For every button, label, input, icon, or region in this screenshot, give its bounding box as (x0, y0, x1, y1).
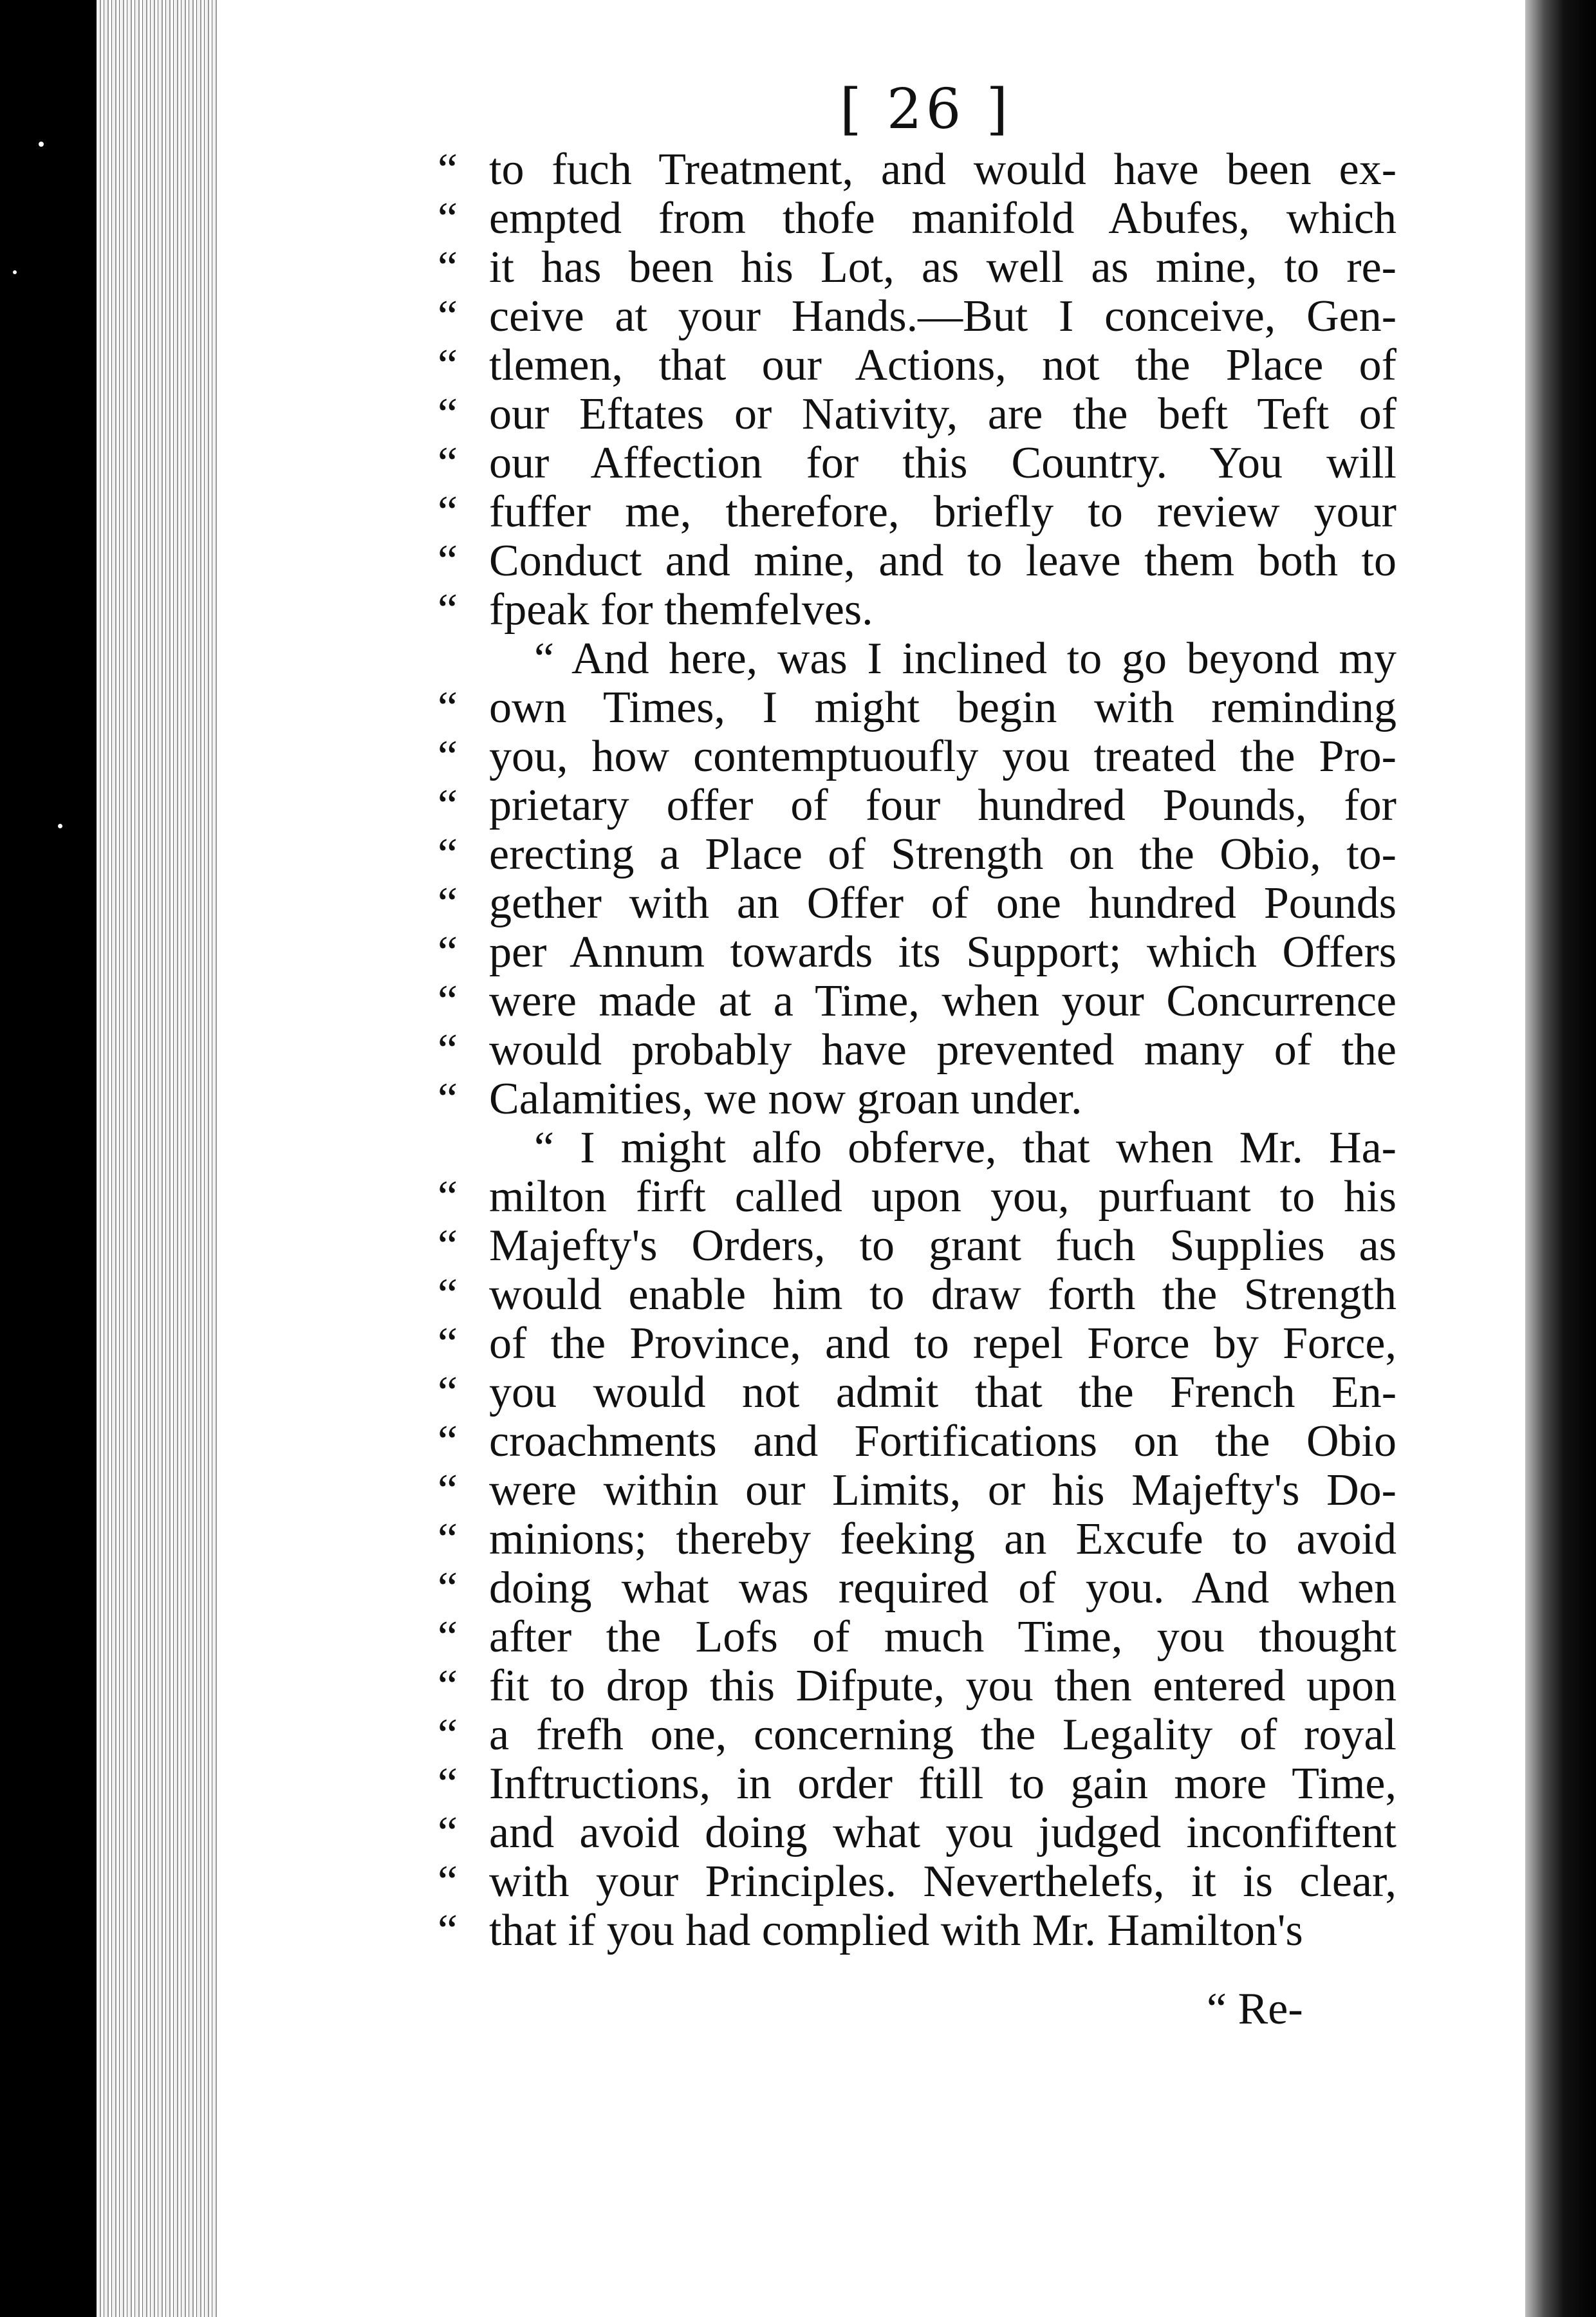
page-number: [ 26 ] (840, 77, 1012, 142)
quotation-mark: “ (438, 830, 458, 879)
line-text: you, how contemptuoufly you treated the Pro- (489, 732, 1396, 781)
quotation-mark: “ (438, 1857, 458, 1906)
text-line (438, 1026, 1396, 1075)
quotation-mark: “ (438, 1808, 458, 1857)
line-text: erecting a Place of Strength on the Obio, to- (489, 830, 1396, 879)
line-text: after the Lofs of much Time, you thought (489, 1612, 1396, 1662)
text-line (438, 1564, 1396, 1613)
quotation-mark: “ (438, 243, 458, 292)
text-line (438, 830, 1396, 879)
line-text: to fuch Treatment, and would have been ex- (489, 145, 1396, 194)
quotation-mark: “ (438, 1759, 458, 1809)
quotation-mark: “ (438, 1074, 458, 1124)
quotation-mark: “ (438, 1319, 458, 1368)
left-scan-margin (0, 0, 97, 2317)
text-line (438, 635, 1396, 684)
line-text: and avoid doing what you judged inconfiftent (489, 1808, 1396, 1857)
scan-speck (13, 270, 17, 274)
text-line (438, 1613, 1396, 1662)
line-text: you would not admit that the French En- (489, 1368, 1396, 1417)
line-text: gether with an Offer of one hundred Pounds (489, 879, 1396, 928)
quotation-mark: “ (438, 1612, 458, 1662)
quotation-mark: “ (438, 1025, 458, 1075)
text-line (438, 684, 1396, 732)
line-text: a frefh one, concerning the Legality of royal (489, 1710, 1396, 1760)
line-text: Inftructions, in order ftill to gain more Time, (489, 1759, 1396, 1809)
text-line (438, 1417, 1396, 1466)
quotation-mark: “ (438, 1172, 458, 1222)
line-text: “ And here, was I inclined to go beyond my (534, 634, 1396, 684)
text-line (438, 977, 1396, 1026)
line-text: empted from thofe manifold Abufes, which (489, 194, 1396, 243)
line-text: were made at a Time, when your Concurrence (489, 976, 1396, 1026)
quotation-mark: “ (438, 292, 458, 341)
catchword: “ Re- (1207, 1984, 1303, 2034)
line-text: would enable him to draw forth the Strength (489, 1270, 1396, 1319)
line-text: would probably have prevented many of the (489, 1025, 1396, 1075)
text-line (438, 1270, 1396, 1319)
line-text: fuffer me, therefore, briefly to review your (489, 487, 1396, 537)
text-line (438, 879, 1396, 928)
line-text: our Eftates or Nativity, are the beft Teft of (489, 389, 1396, 439)
text-line (438, 145, 1396, 194)
line-text: Majefty's Orders, to grant fuch Supplies as (489, 1221, 1396, 1270)
text-line (438, 1760, 1396, 1809)
line-text: milton firft called upon you, purfuant to his (489, 1172, 1396, 1222)
quotation-mark: “ (438, 1221, 458, 1270)
text-line (438, 194, 1396, 243)
quotation-mark: “ (438, 1270, 458, 1319)
quotation-mark: “ (438, 1710, 458, 1760)
line-text: were within our Limits, or his Majefty's Do- (489, 1466, 1396, 1515)
line-text: croachments and Fortifications on the Obio (489, 1417, 1396, 1466)
line-text: fpeak for themfelves. (489, 585, 873, 635)
line-text: fit to drop this Difpute, you then entered upon (489, 1661, 1396, 1711)
text-line (438, 781, 1396, 830)
text-line (438, 1515, 1396, 1564)
text-line (438, 586, 1396, 635)
text-line (438, 1319, 1396, 1368)
quotation-mark: “ (438, 487, 458, 537)
quotation-mark: “ (438, 732, 458, 781)
text-line (438, 1662, 1396, 1711)
line-text: “ I might alfo obferve, that when Mr. Ha- (534, 1123, 1396, 1173)
quotation-mark: “ (438, 927, 458, 977)
text-line (438, 1906, 1396, 1955)
quotation-mark: “ (438, 781, 458, 830)
text-line (438, 439, 1396, 488)
line-text: of the Province, and to repel Force by Force, (489, 1319, 1396, 1368)
text-line (438, 1368, 1396, 1417)
line-text: it has been his Lot, as well as mine, to re- (489, 243, 1396, 292)
body-text (438, 145, 1396, 1955)
quotation-mark: “ (438, 1563, 458, 1613)
quotation-mark: “ (438, 438, 458, 488)
quotation-mark: “ (438, 389, 458, 439)
text-line (438, 1222, 1396, 1270)
line-text: ceive at your Hands.—But I conceive, Gen- (489, 292, 1396, 341)
quotation-mark: “ (438, 585, 458, 635)
binding-shadow (1525, 0, 1596, 2317)
text-line (438, 488, 1396, 537)
text-line (438, 1711, 1396, 1760)
quotation-mark: “ (438, 976, 458, 1026)
text-line (438, 341, 1396, 390)
scan-speck (39, 142, 44, 147)
quotation-mark: “ (438, 1661, 458, 1711)
text-line (438, 1466, 1396, 1515)
quotation-mark: “ (438, 1417, 458, 1466)
text-line (438, 292, 1396, 341)
line-text: prietary offer of four hundred Pounds, for (489, 781, 1396, 830)
quotation-mark: “ (438, 194, 458, 243)
line-text: tlemen, that our Actions, not the Place of (489, 340, 1396, 390)
quotation-mark: “ (438, 145, 458, 194)
page-edges (97, 0, 219, 2317)
line-text: doing what was required of you. And when (489, 1563, 1396, 1613)
text-line (438, 1124, 1396, 1173)
text-line (438, 732, 1396, 781)
line-text: with your Principles. Neverthelefs, it is clear, (489, 1857, 1396, 1906)
text-line (438, 1075, 1396, 1124)
text-line (438, 1809, 1396, 1857)
line-text: own Times, I might begin with reminding (489, 683, 1396, 732)
quotation-mark: “ (438, 1368, 458, 1417)
text-line (438, 1857, 1396, 1906)
line-text: per Annum towards its Support; which Offers (489, 927, 1396, 977)
text-line (438, 390, 1396, 439)
quotation-mark: “ (438, 879, 458, 928)
text-line (438, 537, 1396, 586)
text-line (438, 243, 1396, 292)
quotation-mark: “ (438, 683, 458, 732)
line-text: minions; thereby feeking an Excufe to avoid (489, 1514, 1396, 1564)
quotation-mark: “ (438, 340, 458, 390)
line-text: Conduct and mine, and to leave them both to (489, 536, 1396, 586)
quotation-mark: “ (438, 1514, 458, 1564)
scan-speck (58, 824, 62, 828)
text-line (438, 928, 1396, 977)
quotation-mark: “ (438, 536, 458, 586)
quotation-mark: “ (438, 1466, 458, 1515)
text-line (438, 1173, 1396, 1222)
quotation-mark: “ (438, 1906, 458, 1955)
line-text: that if you had complied with Mr. Hamilton's (489, 1906, 1303, 1955)
line-text: Calamities, we now groan under. (489, 1074, 1082, 1124)
line-text: our Affection for this Country. You will (489, 438, 1396, 488)
